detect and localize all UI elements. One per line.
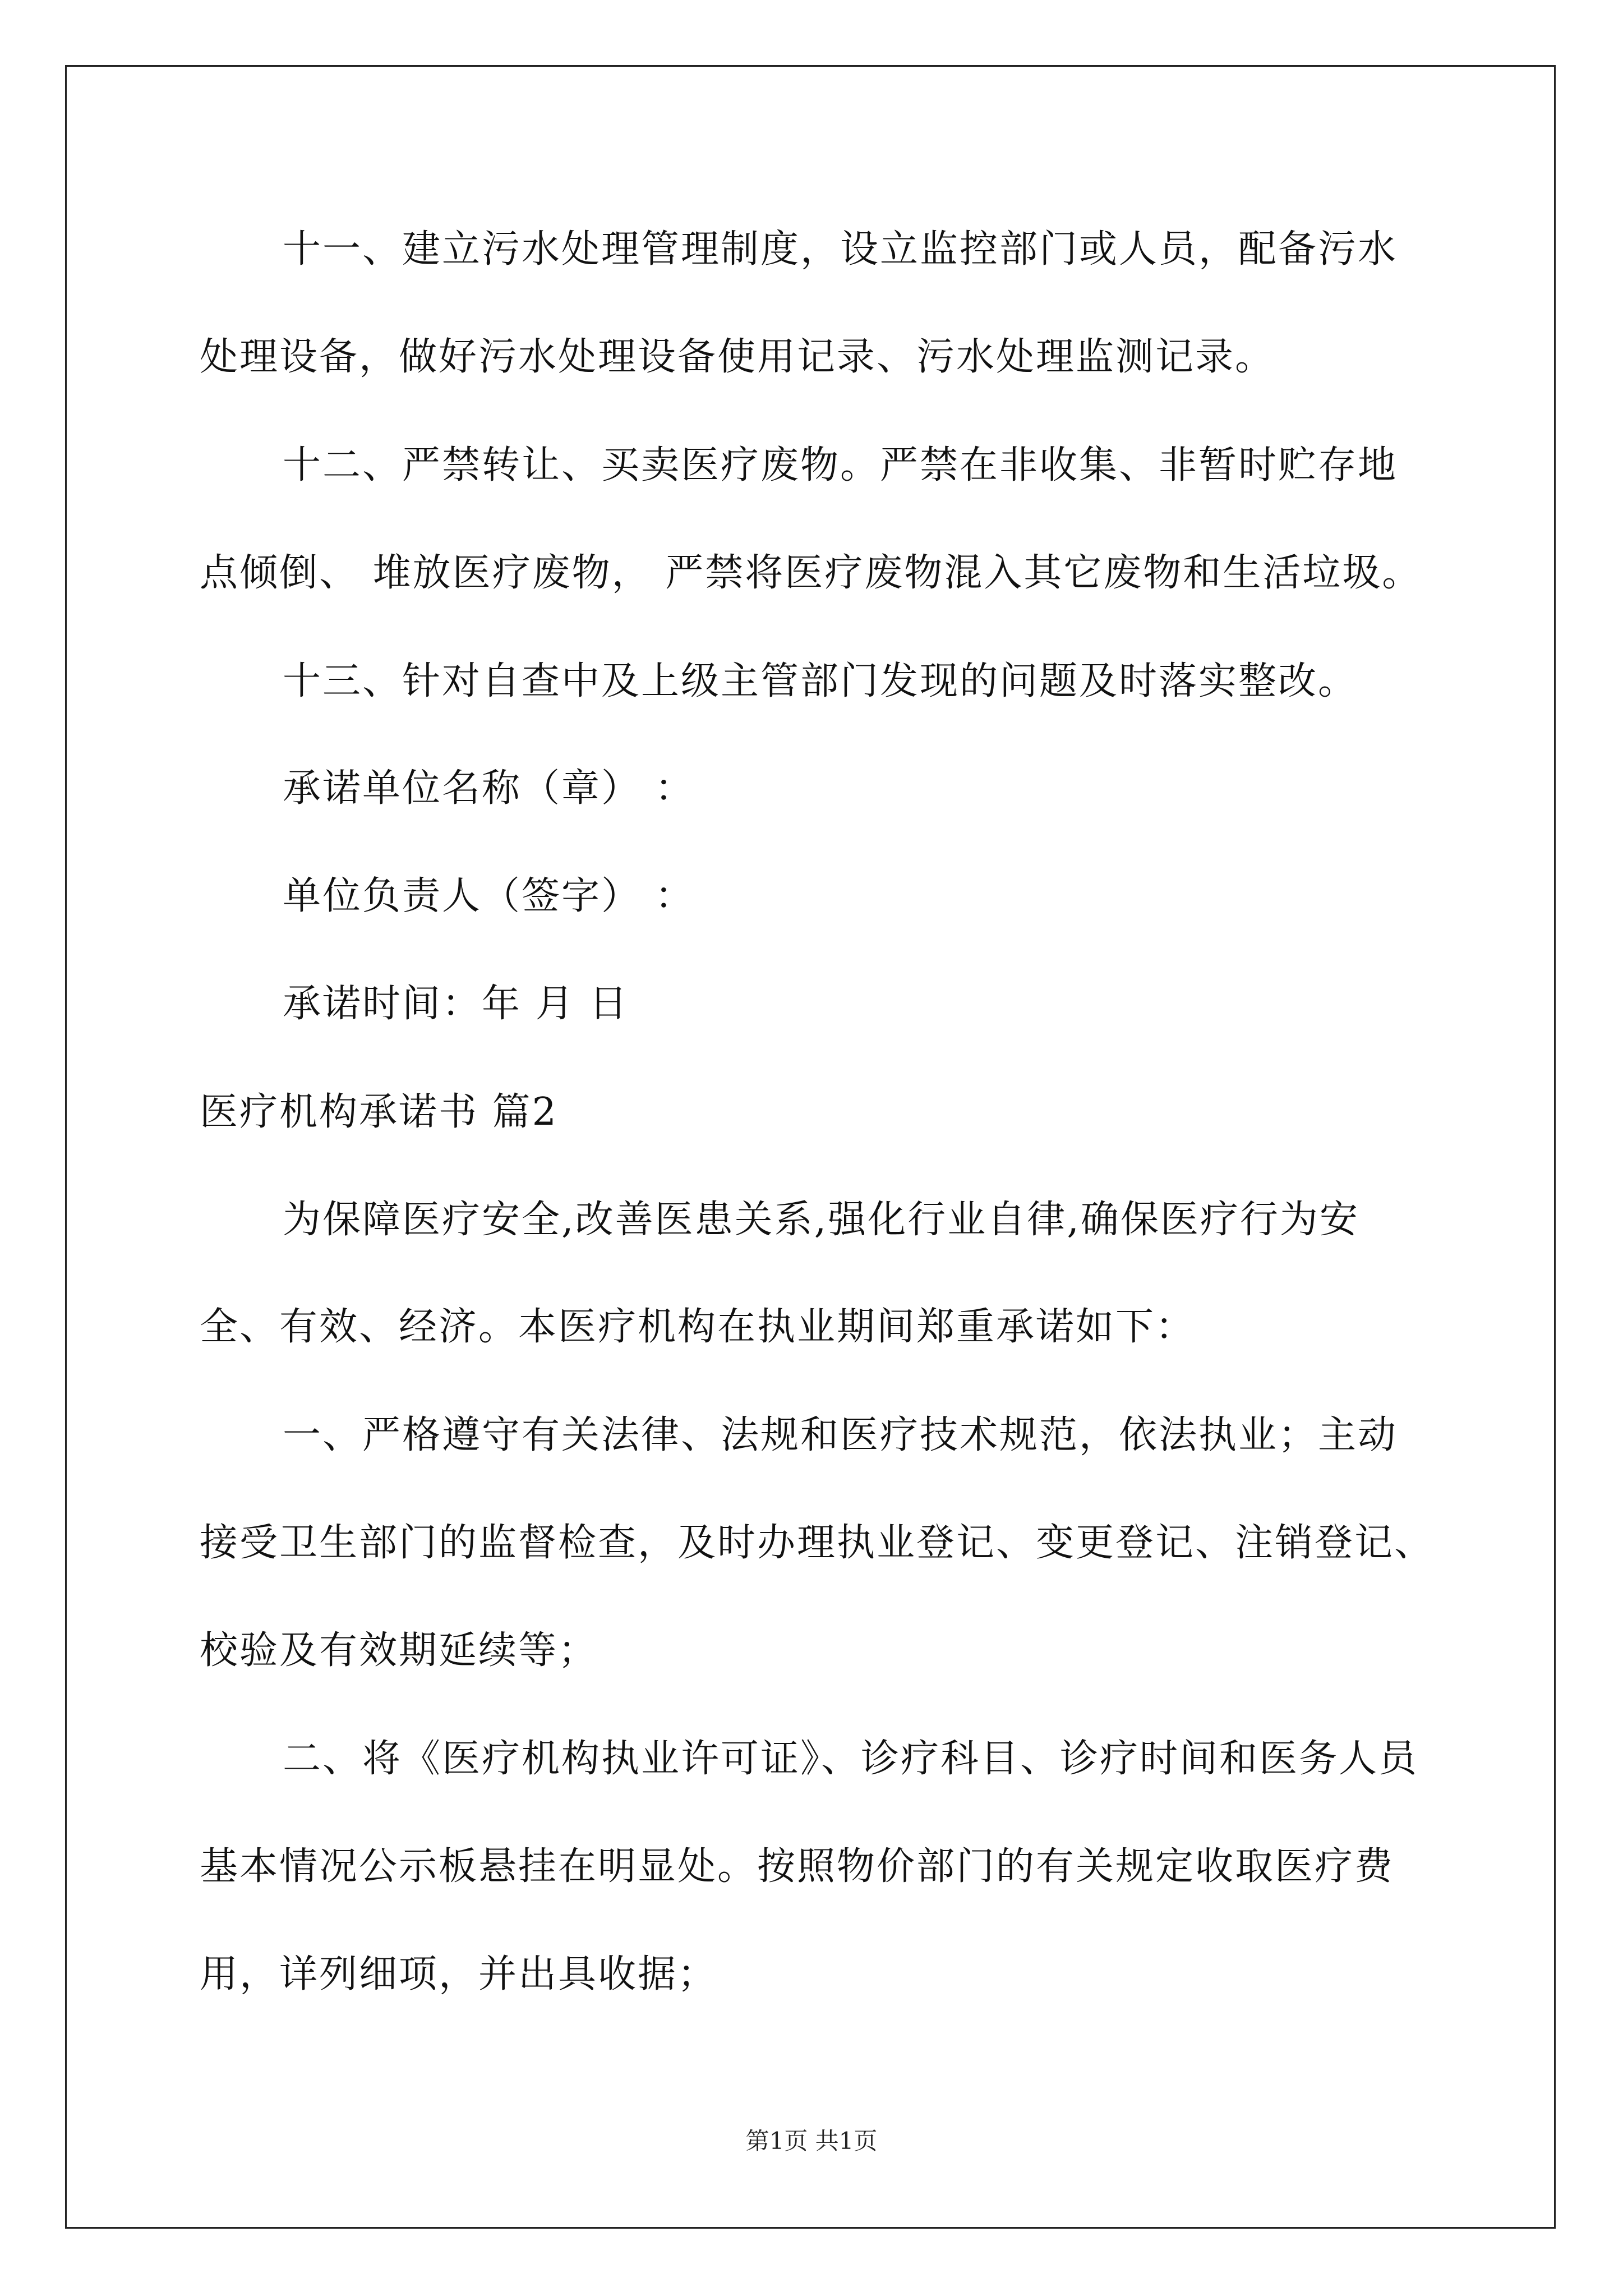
page-number-footer: 第1页 共1页 — [745, 2127, 878, 2155]
paragraph-line: 一、严格遵守有关法律、法规和医疗技术规范，依法执业；主动 — [283, 1413, 1398, 1457]
paragraph-line: 十二、严禁转让、买卖医疗废物。严禁在非收集、非暂时贮存地 — [283, 443, 1398, 487]
paragraph-line: 十三、针对自查中及上级主管部门发现的问题及时落实整改。 — [283, 659, 1358, 703]
paragraph-line: 基本情况公示板悬挂在明显处。按照物价部门的有关规定收取医疗费 — [200, 1844, 1395, 1889]
paragraph-line: 校验及有效期延续等； — [200, 1628, 598, 1673]
promise-date-line: 承诺时间：年 月 日 — [283, 982, 629, 1026]
unit-leader-signature-line: 单位负责人（签字） ： — [283, 874, 695, 918]
paragraph-line: 点倾倒、 堆放医疗废物， 严禁将医疗废物混入其它废物和生活垃圾。 — [200, 551, 1422, 595]
paragraph-line: 十一、建立污水处理管理制度，设立监控部门或人员，配备污水 — [283, 227, 1398, 272]
paragraph-line: 接受卫生部门的监督检查，及时办理执业登记、变更登记、注销登记、 — [200, 1521, 1435, 1565]
promise-unit-name-line: 承诺单位名称（章） ： — [283, 766, 695, 811]
paragraph-line: 全、有效、经济。本医疗机构在执业期间郑重承诺如下： — [200, 1305, 1196, 1349]
paragraph-line: 用，详列细项，并出具收据； — [200, 1952, 718, 1996]
page-border — [65, 65, 1556, 2229]
paragraph-line: 处理设备，做好污水处理设备使用记录、污水处理监测记录。 — [200, 335, 1275, 379]
section-heading: 医疗机构承诺书 篇2 — [200, 1090, 558, 1134]
paragraph-line: 为保障医疗安全,改善医患关系,强化行业自律,确保医疗行为安 — [283, 1198, 1359, 1242]
paragraph-line: 二、将《医疗机构执业许可证》、诊疗科目、诊疗时间和医务人员 — [283, 1737, 1419, 1781]
